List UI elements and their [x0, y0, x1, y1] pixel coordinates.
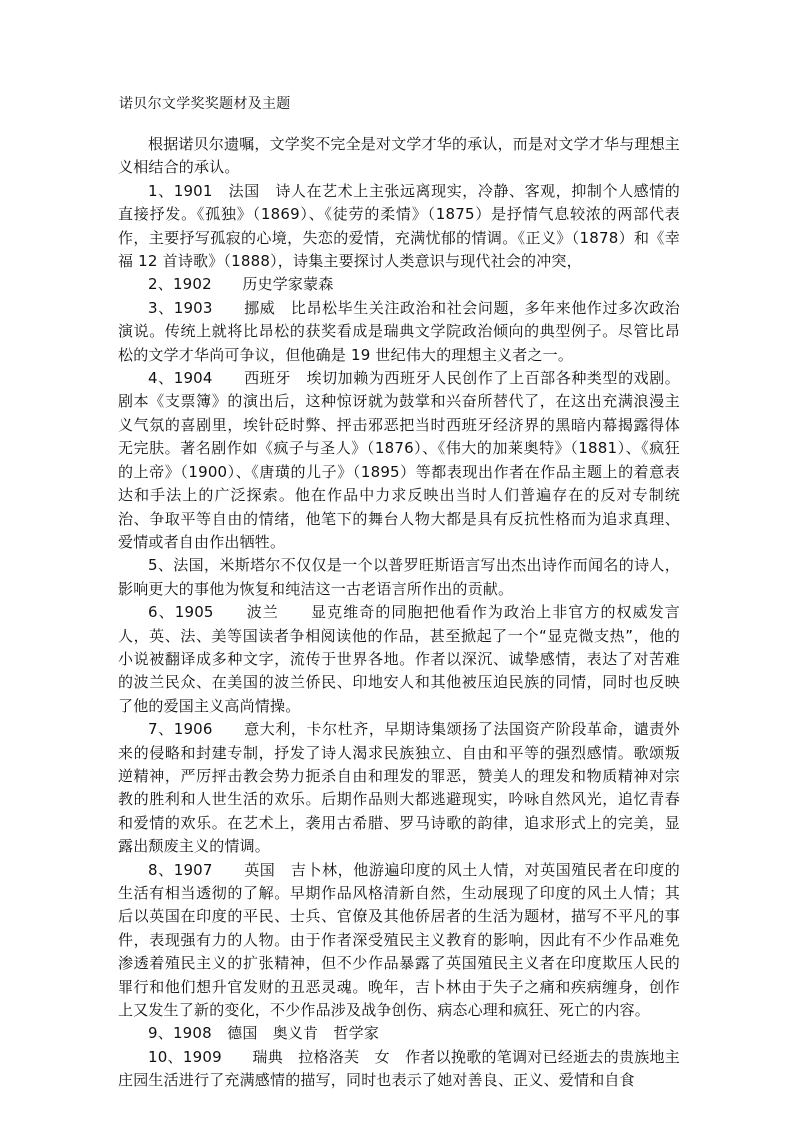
intro-paragraph: 根据诺贝尔遗嘱，文学奖不完全是对文学才华的承认，而是对文学才华与理想主义相结合的承认。	[118, 135, 681, 177]
entry-1909-paragraph: 10、1909 瑞典 拉格洛芙 女 作者以挽歌的笔调对已经逝去的贵族地主庄园生活进行了充满感情的描写，同时也表示了她对善良、正义、爱情和自食	[118, 1047, 680, 1090]
entry-1907-paragraph: 8、1907 英国 吉卜林，他游遍印度的风土人情，对英国殖民者在印度的生活有相当透彻的了解。早期作品风格清新自然，生动展现了印度的风土人情；其后以英国在印度的平民、士兵、官僚及其他侨居者的生活为题材，描写不平凡的事件，表现强有力的人物。由于作者深受殖民主义教育的影响，因此有不少作品难免渗透着殖民主义的扩张精神，但不少作品暴露了英国殖民主义者在印度欺压人民的罪行和他们想升官发财的丑恶灵魂。晚年，吉卜林由于失子之痛和疾病缠身，创作上又发生了新的变化，不少作品涉及战争创伤、病态心理和疯狂、死亡的内容。	[118, 860, 680, 1020]
entry-1901-paragraph: 1、1901 法国 诗人在艺术上主张远离现实，冷静、客观，抑制个人感情的直接抒发。《孤独》（1869）、《徒劳的柔情》（1875）是抒情气息较浓的两部代表作，主要抒写孤寂的心境，失恋的爱情，充满忧郁的情调。《正义》（1878）和《幸福 12 首诗歌》（1888），诗集主要探讨人类意识与现代社会的冲突，	[118, 181, 680, 271]
document-title: 诺贝尔文学奖奖题材及主题	[119, 96, 291, 112]
document-body	[118, 133, 680, 1093]
entry-1903-paragraph: 3、1903 挪威 比昂松毕生关注政治和社会问题，多年来他作过多次政治演说。传统上就将比昂松的获奖看成是瑞典文学院政治倾向的典型例子。尽管比昂松的文学才华尚可争议，但他确是 19 世纪伟大的理想主义者之一。	[118, 298, 680, 364]
entry-1906-paragraph: 7、1906 意大利，卡尔杜齐，早期诗集颂扬了法国资产阶段革命，谴责外来的侵略和封建专制，抒发了诗人渴求民族独立、自由和平等的强烈感情。歌颂叛逆精神，严厉抨击教会势力扼杀自由和理发的罪恶，赞美人的理发和物质精神对宗教的胜利和人世生活的欢乐。后期作品则大都逃避现实，吟咏自然风光，追忆青春和爱情的欢乐。在艺术上，袭用古希腊、罗马诗歌的韵律，追求形式上的完美，显露出颓废主义的情调。	[118, 720, 680, 856]
entry-1905-paragraph: 6、1905 波兰 显克维奇的同胞把他看作为政治上非官方的权威发言人，英、法、美等国读者争相阅读他的作品，甚至掀起了一个“显克微支热”，他的小说被翻译成多种文字，流传于世界各地。作者以深沉、诚挚感情，表达了对苦难的波兰民众、在美国的波兰侨民、印地安人和其他被压迫民族的同情，同时也反映了他的爱国主义高尚情操。	[118, 603, 680, 715]
entry-1902-paragraph: 2、1902 历史学家蒙森	[148, 275, 334, 294]
entry-1908-paragraph: 9、1908 德国 奥义肯 哲学家	[148, 1024, 380, 1043]
entry-5-france-paragraph: 5、法国，米斯塔尔不仅仅是一个以普罗旺斯语言写出杰出诗作而闻名的诗人，影响更大的事他为恢复和纯洁这一古老语言所作出的贡献。	[118, 556, 680, 598]
entry-1904-paragraph: 4、1904 西班牙 埃切加赖为西班牙人民创作了上百部各种类型的戏剧。剧本《支票簿》的演出后，这种惊讶就为鼓掌和兴奋所替代了，在这出充满浪漫主义气氛的喜剧里，埃针砭时弊、抨击邪恶把当时西班牙经济界的黑暗内幕揭露得体无完肤。著名剧作如《疯子与圣人》（1876）、《伟大的加莱奥特》（1881）、《疯狂的上帝》（1900）、《唐璜的儿子》（1895）等都表现出作者在作品主题上的着意表达和手法上的广泛探索。他在作品中力求反映出当时人们普遍存在的反对专制统治、争取平等自由的情绪，他笔下的舞台人物大都是具有反抗性格而为追求真理、爱情或者自由作出牺牲。	[118, 369, 680, 551]
